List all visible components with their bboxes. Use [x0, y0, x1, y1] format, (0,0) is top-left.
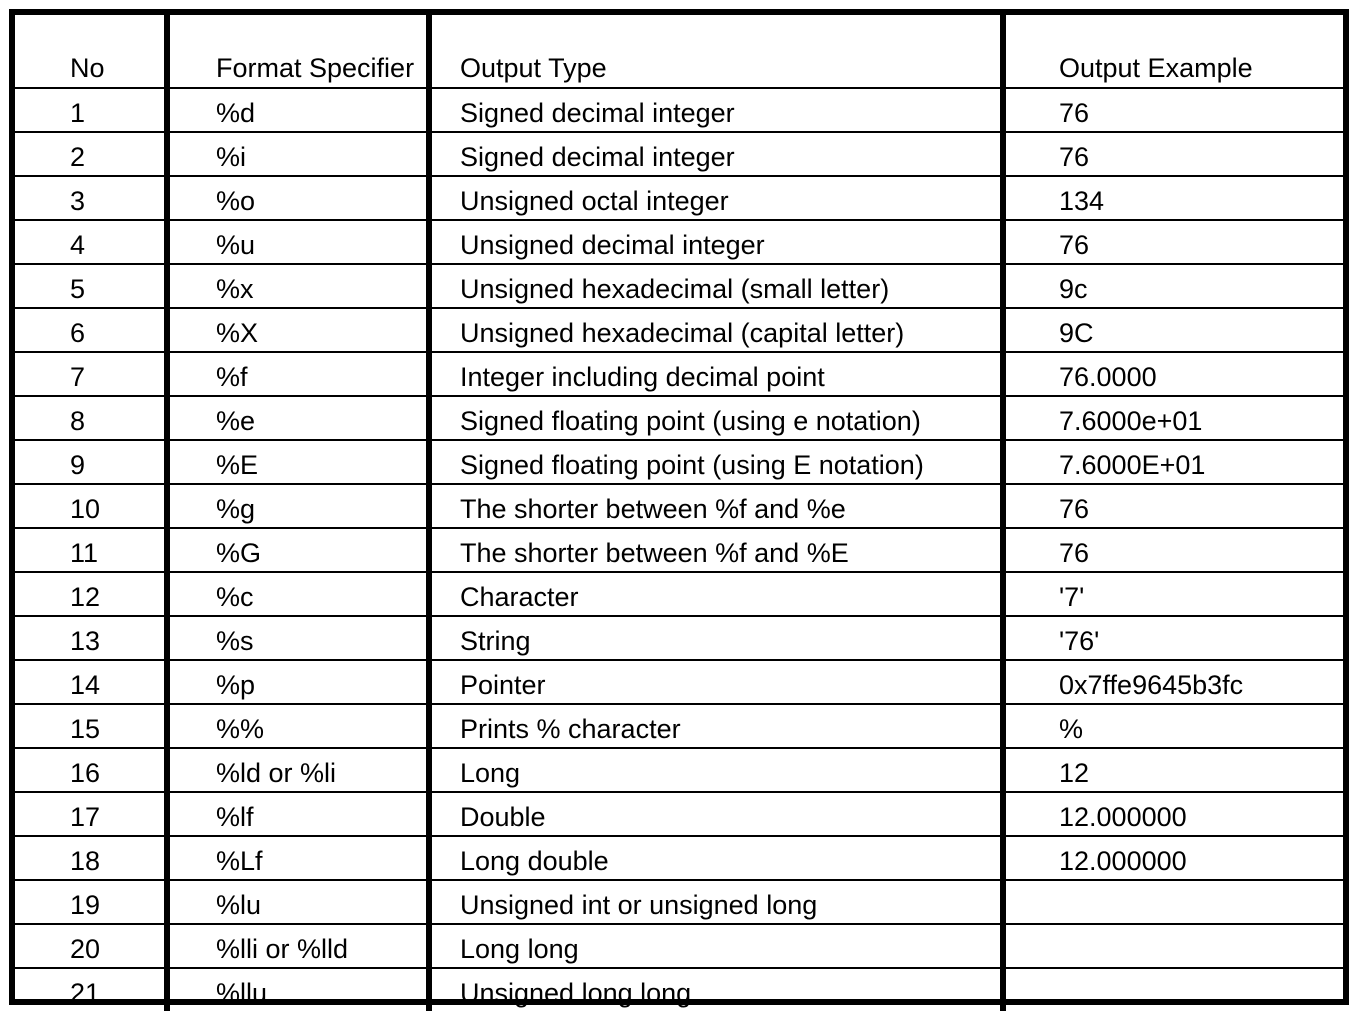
header-output-type: Output Type — [429, 15, 1003, 88]
cell-no: 16 — [15, 748, 167, 792]
table-row — [15, 528, 1343, 572]
cell-no: 17 — [15, 792, 167, 836]
cell-output-type: Long — [429, 748, 1003, 792]
cell-output-example: 76 — [1003, 484, 1343, 528]
table-row — [15, 220, 1343, 264]
cell-format-specifier: %x — [167, 264, 429, 308]
header-format-specifier: Format Specifier — [167, 15, 429, 88]
cell-no: 4 — [15, 220, 167, 264]
header-no: No — [70, 53, 105, 83]
cell-no: 13 — [15, 616, 167, 660]
cell-output-example: 12.000000 — [1003, 836, 1343, 880]
cell-format-specifier: %G — [167, 528, 429, 572]
cell-output-type: Unsigned int or unsigned long — [429, 880, 1003, 924]
cell-format-specifier: %e — [167, 396, 429, 440]
table-row — [15, 880, 1343, 924]
cell-output-type: The shorter between %f and %e — [429, 484, 1003, 528]
cell-output-type: Double — [429, 792, 1003, 836]
cell-output-type: Signed floating point (using E notation) — [429, 440, 1003, 484]
cell-format-specifier: %lli or %lld — [167, 924, 429, 968]
cell-format-specifier: %i — [167, 132, 429, 176]
table-row — [15, 396, 1343, 440]
cell-no: 1 — [15, 88, 167, 132]
cell-output-example: % — [1003, 704, 1343, 748]
cell-no: 15 — [15, 704, 167, 748]
table-row — [15, 748, 1343, 792]
table-row — [15, 660, 1343, 704]
cell-output-example: 76 — [1003, 528, 1343, 572]
cell-output-example — [1003, 924, 1343, 968]
table-row — [15, 264, 1343, 308]
table-row — [15, 440, 1343, 484]
cell-format-specifier: %s — [167, 616, 429, 660]
cell-no: 10 — [15, 484, 167, 528]
cell-no: 19 — [15, 880, 167, 924]
table-row — [15, 132, 1343, 176]
cell-output-type: Prints % character — [429, 704, 1003, 748]
table-row — [15, 836, 1343, 880]
cell-output-example: 76.0000 — [1003, 352, 1343, 396]
table-header-row — [15, 15, 1343, 88]
table-row — [15, 176, 1343, 220]
cell-output-type: Signed decimal integer — [429, 132, 1003, 176]
cell-format-specifier: %c — [167, 572, 429, 616]
cell-no: 6 — [15, 308, 167, 352]
cell-no: 21 — [15, 968, 167, 1011]
cell-output-type: Long long — [429, 924, 1003, 968]
cell-format-specifier: %lf — [167, 792, 429, 836]
cell-output-example: '7' — [1003, 572, 1343, 616]
cell-output-type: String — [429, 616, 1003, 660]
cell-format-specifier: %lu — [167, 880, 429, 924]
cell-output-example: 9c — [1003, 264, 1343, 308]
cell-no: 11 — [15, 528, 167, 572]
cell-output-example: 76 — [1003, 220, 1343, 264]
table-row — [15, 352, 1343, 396]
table-row — [15, 572, 1343, 616]
cell-output-example: 7.6000E+01 — [1003, 440, 1343, 484]
header-output-example: Output Example — [1003, 15, 1343, 88]
cell-format-specifier: %% — [167, 704, 429, 748]
cell-format-specifier: %f — [167, 352, 429, 396]
cell-format-specifier: %Lf — [167, 836, 429, 880]
cell-no: 18 — [15, 836, 167, 880]
cell-no: 2 — [15, 132, 167, 176]
cell-output-type: Pointer — [429, 660, 1003, 704]
cell-no: 5 — [15, 264, 167, 308]
cell-output-example: 12 — [1003, 748, 1343, 792]
table-row — [15, 88, 1343, 132]
cell-format-specifier: %u — [167, 220, 429, 264]
cell-output-example: 9C — [1003, 308, 1343, 352]
cell-format-specifier: %llu — [167, 968, 429, 1011]
table-body — [15, 88, 1343, 1011]
cell-output-type: Signed floating point (using e notation) — [429, 396, 1003, 440]
cell-output-type: Unsigned octal integer — [429, 176, 1003, 220]
cell-format-specifier: %d — [167, 88, 429, 132]
cell-format-specifier: %o — [167, 176, 429, 220]
cell-output-example: '76' — [1003, 616, 1343, 660]
cell-output-example: 7.6000e+01 — [1003, 396, 1343, 440]
format-specifier-table-frame — [9, 9, 1349, 1008]
table-row — [15, 704, 1343, 748]
cell-format-specifier: %p — [167, 660, 429, 704]
cell-format-specifier: %ld or %li — [167, 748, 429, 792]
cell-no: 9 — [15, 440, 167, 484]
cell-output-example: 0x7ffe9645b3fc — [1003, 660, 1343, 704]
cell-no: 14 — [15, 660, 167, 704]
cell-output-example: 134 — [1003, 176, 1343, 220]
cell-format-specifier: %E — [167, 440, 429, 484]
cell-output-type: Long double — [429, 836, 1003, 880]
cell-output-type: Character — [429, 572, 1003, 616]
cell-output-example — [1003, 968, 1343, 1011]
table-row — [15, 968, 1343, 1011]
cell-no: 20 — [15, 924, 167, 968]
table-row — [15, 484, 1343, 528]
cell-output-type: Unsigned hexadecimal (capital letter) — [429, 308, 1003, 352]
format-specifier-table — [15, 15, 1343, 1011]
table-row — [15, 924, 1343, 968]
cell-output-type: The shorter between %f and %E — [429, 528, 1003, 572]
cell-no: 8 — [15, 396, 167, 440]
cell-output-example: 76 — [1003, 88, 1343, 132]
table-row — [15, 616, 1343, 660]
cell-no: 12 — [15, 572, 167, 616]
cell-format-specifier: %X — [167, 308, 429, 352]
table-row — [15, 308, 1343, 352]
cell-output-example — [1003, 880, 1343, 924]
cell-output-type: Unsigned decimal integer — [429, 220, 1003, 264]
cell-no: 3 — [15, 176, 167, 220]
cell-no: 7 — [15, 352, 167, 396]
cell-output-type: Unsigned hexadecimal (small letter) — [429, 264, 1003, 308]
cell-output-example: 76 — [1003, 132, 1343, 176]
table-row — [15, 792, 1343, 836]
cell-output-example: 12.000000 — [1003, 792, 1343, 836]
cell-output-type: Unsigned long long — [429, 968, 1003, 1011]
cell-output-type: Integer including decimal point — [429, 352, 1003, 396]
cell-format-specifier: %g — [167, 484, 429, 528]
cell-output-type: Signed decimal integer — [429, 88, 1003, 132]
